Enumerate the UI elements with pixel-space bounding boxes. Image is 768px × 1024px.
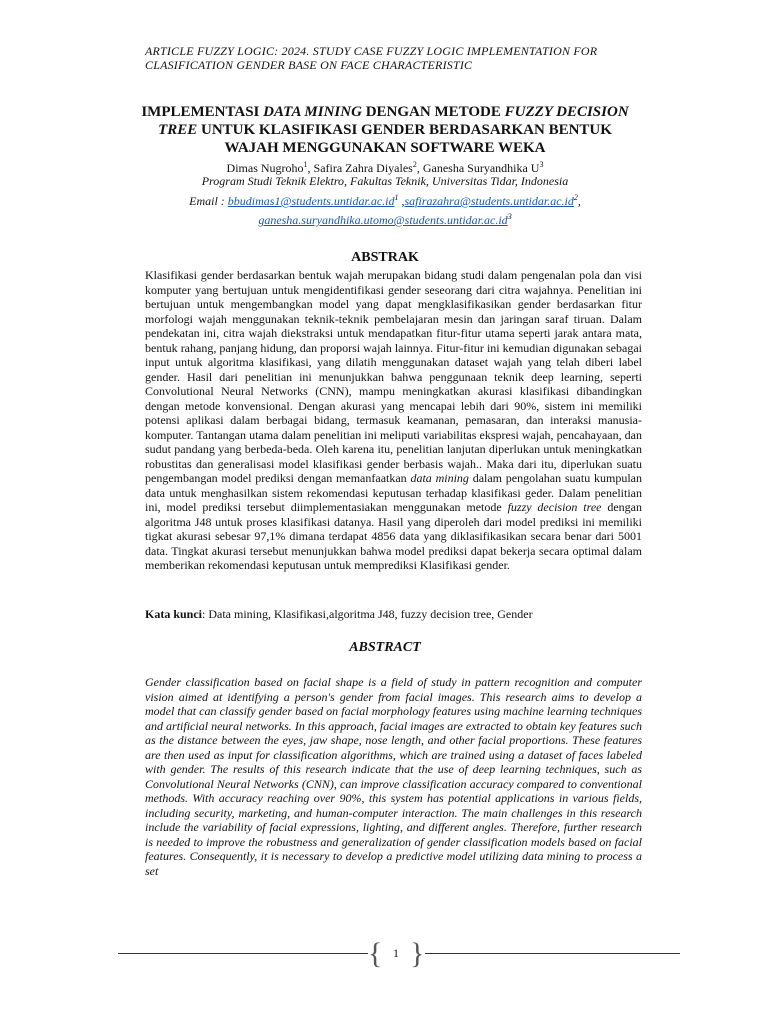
running-header: ARTICLE FUZZY LOGIC: 2024. STUDY CASE FUZZY LOGIC IMPLEMENTATION FOR CLASIFICATION GENDER BASE ON FACE CHARACTERISTIC [145,44,598,72]
author-index: 3 [539,160,544,169]
affiliation: Program Studi Teknik Elektro, Fakultas Teknik, Universitas Tidar, Indonesia [201,174,569,188]
footer-bracket-left: { [368,937,383,970]
title-italic-part: FUZZY DECISION TREE [158,104,629,138]
email-index: 1 [394,193,399,202]
title-part: DENGAN METODE [361,104,505,120]
footer-rule-right [425,953,680,954]
email-link[interactable]: ganesha.suryandhika.utomo@students.untidar.ac.id [258,213,508,227]
author-list: Dimas Nugroho$^1$, Safira Zahra Diyales$^2$, Ganesha Suryandhika $U^3$ [226,160,544,175]
author-name: Ganesha Suryandhika U [422,161,540,175]
title-part: UNTUK KLASIFIKASI GENDER BERDASARKAN BENTUK WAJAH MENGGUNAKAN SOFTWARE WEKA [197,122,612,156]
abstract-heading: ABSTRACT [349,640,421,655]
abstrak-italic: data mining [410,471,469,485]
abstrak-segment: dengan algoritma J48 untuk proses klasifikasi datanya. Hasil yang diperoleh dari model prediksi ini memiliki tigkat akurasi sebesar 97,1% dimana terdapat 4856 data yang diklasifikasikan secara benar dari 5001 data. Tingkat akurasi tersebut menunjukkan bahwa model prediksi dapat bekerja secara optimal dalam memberikan rekomendasi keputusan untuk memprediksi Klasifikasi gender. [145,500,643,572]
keywords-text: : Data mining, Klasifikasi,algoritma J48, fuzzy decision tree, Gender [202,607,533,621]
title-italic-part: DATA MINING [263,104,362,120]
abstrak-segment: Klasifikasi gender berdasarkan bentuk wajah merupakan bidang studi dalam pengenalan pola dan visi komputer yang bertujuan untuk mengidentifikasi gender seseorang dari citra wajahnya. Penelitian ini bertujuan untuk mengembangkan model yang dapat mengklasifikasikan gender berdasarkan fitur morfologi wajah menggunakan teknik-teknik pembelajaran mesin dan jaringan saraf tiruan. Dalam pendekatan ini, citra wajah diekstraksi untuk mendapatkan fitur-fitur utama seperti jarak antara mata, bentuk rahang, panjang hidung, dan proporsi wajah lainnya. Fitur-fitur ini kemudian digunakan sebagai input untuk algoritma klasifikasi, yang dilatih menggunakan dataset wajah yang telah diberi label gender. Hasil dari penelitian ini menunjukkan bahwa penggunaan teknik deep learning, seperti Convolutional Neural Networks (CNN), mampu meningkatkan akurasi klasifikasi dibandingkan dengan metode konvensional. Dengan akurasi yang mencapai lebih dari 90%, sistem ini memiliki potensi aplikasi dalam berbagai bidang, termasuk keamanan, pemasaran, dan interaksi manusia-komputer. Tantangan utama dalam penelitian ini meliputi variabilitas ekspresi wajah, pencahayaan, dan sudut pandang yang berbeda-beda. Oleh karena itu, penelitian lanjutan diperlukan untuk meningkatkan robustitas dan generalisasi model klasifikasi gender berbasis wajah.. Maka dari itu, diperlukan suatu pengembangan model prediksi dengan memanfaatkan [145,268,642,485]
email-index: 2 [573,193,578,202]
abstract-text: Gender classification based on facial shape is a field of study in pattern recognition and computer vision aimed at identifying a person's gender from facial images. This research aims to develop a model that can classify gender based on facial morphology features using machine learning techniques and artificial neural networks. In this approach, facial images are extracted to obtain key features such as the distance between the eyes, jaw shape, nose length, and other facial proportions. These features are then used as input for classification algorithms, which are trained using a dataset of faces labeled with gender. The results of this research indicate that the use of deep learning techniques, such as Convolutional Neural Networks (CNN), can improve classification accuracy compared to conventional methods. With accuracy reaching over 90%, this system has potential applications in various fields, including security, marketing, and human-computer interaction. The main challenges in this research include the variability of facial expressions, lighting, and different angles. Therefore, further research is needed to improve the robustness and generalization of gender classification models based on facial features. Consequently, it is necessary to develop a predictive model utilizing data mining to process a set [145,675,642,878]
paper-title [130,103,640,157]
email-link[interactable]: bbudimas1@students.untidar.ac.id [227,194,395,208]
title-part: IMPLEMENTASI [141,104,264,120]
footer-rule-left [118,953,368,954]
email-label: Email : [189,194,228,208]
author-index: 1 [303,160,308,169]
email-index: 3 [507,212,512,221]
email-link[interactable]: safirazahra@students.untidar.ac.id [404,194,574,208]
email-block: Email : $bbudimas1@students.untidar.ac.id^1$ $,safirazahra@students.untidar.ac.id^2$, $ganesha.suryandhika.utomo@students.untidar.ac.id^3$ [189,193,581,227]
abstrak-heading: ABSTRAK [351,250,419,265]
author-name: Safira Zahra Diyales [313,161,413,175]
author-index: 2 [412,160,417,169]
abstrak-italic: fuzzy decision tree [507,500,602,514]
abstrak-segment: dalam pengolahan suatu kumpulan data untuk menghasilkan sistem rekomendasi keputusan terhadap klasifikasi geder. Dalam penelitian ini, model prediksi tersebut diimplementasiakan menggunakan metode [145,471,642,514]
page-number: 1 [393,946,399,960]
keywords [145,607,642,622]
abstrak-text [145,268,642,573]
author-name: Dimas Nugroho [226,161,304,175]
keywords-label: Kata kunci [145,607,203,621]
footer-bracket-right: } [410,937,425,970]
